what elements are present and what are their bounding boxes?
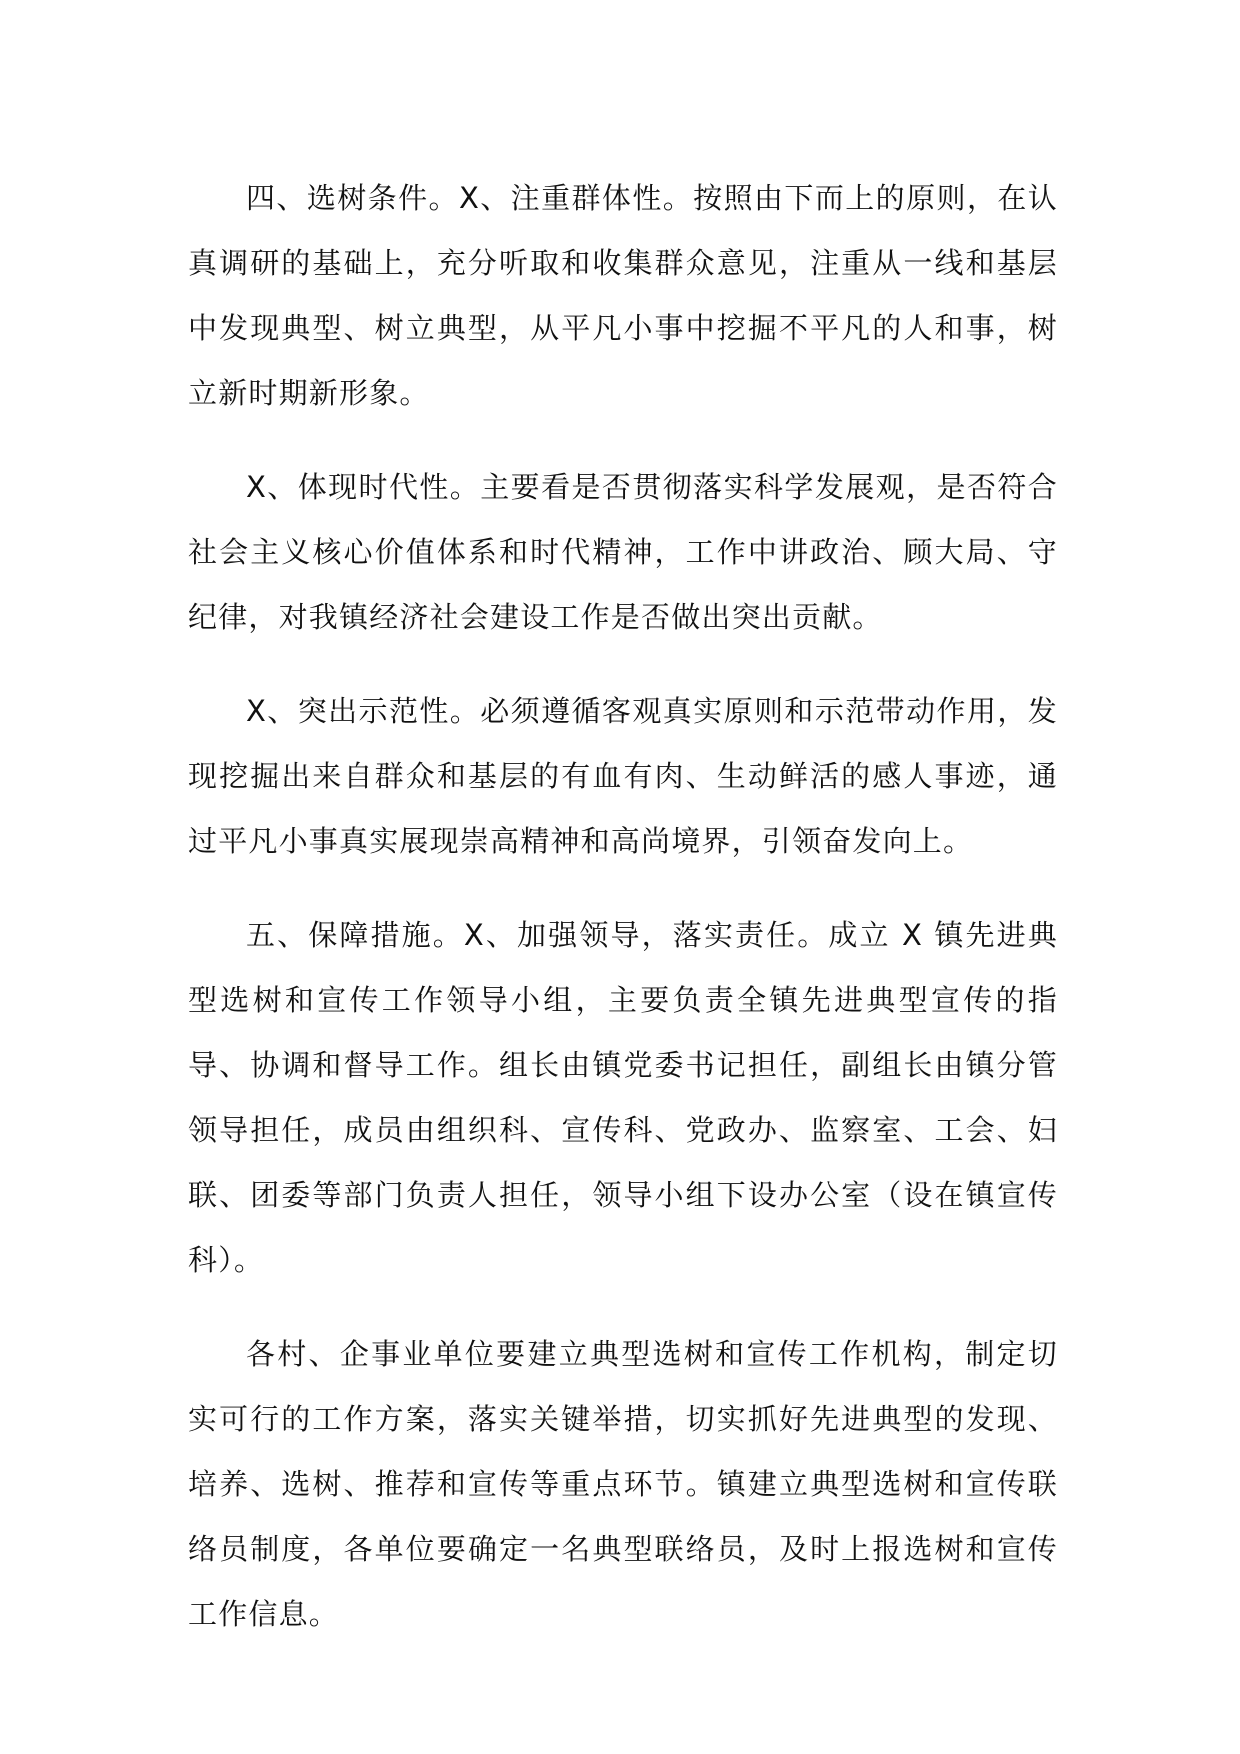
paragraph-units-mechanism: 各村、企事业单位要建立典型选树和宣传工作机构，制定切实可行的工作方案，落实关键举措，切实抓好先进典型的发现、培养、选树、推荐和宣传等重点环节。镇建立典型选树和宣传联络员制度，各单位要确定一名典型联络员，及时上报选树和宣传工作信息。 [188, 1337, 1058, 1631]
paragraph-timeliness: X、体现时代性。主要看是否贯彻落实科学发展观，是否符合社会主义核心价值体系和时代精神，工作中讲政治、顾大局、守纪律，对我镇经济社会建设工作是否做出突出贡献。 [188, 470, 1058, 634]
paragraph-exemplary: X、突出示范性。必须遵循客观真实原则和示范带动作用，发现挖掘出来自群众和基层的有血有肉、生动鲜活的感人事迹，通过平凡小事真实展现崇高精神和高尚境界，引领奋发向上。 [188, 694, 1058, 858]
paragraph-selection-conditions: 四、选树条件。X、注重群体性。按照由下而上的原则，在认真调研的基础上，充分听取和收集群众意见，注重从一线和基层中发现典型、树立典型，从平凡小事中挖掘不平凡的人和事，树立新时期新形象。 [188, 181, 1058, 410]
paragraph-safeguards: 五、保障措施。X、加强领导，落实责任。成立 X 镇先进典型选树和宣传工作领导小组，主要负责全镇先进典型宣传的指导、协调和督导工作。组长由镇党委书记担任，副组长由镇分管领导担任，成员由组织科、宣传科、党政办、监察室、工会、妇联、团委等部门负责人担任，领导小组下设办公室（设在镇宣传科）。 [188, 918, 1058, 1277]
document-body [188, 166, 1058, 1676]
